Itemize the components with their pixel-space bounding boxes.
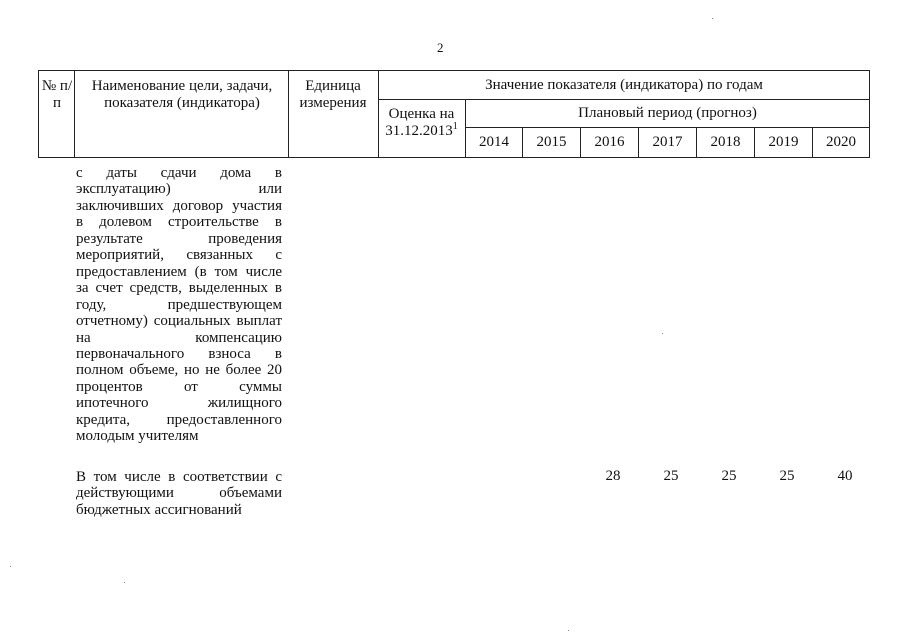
header-year: 2018 (710, 134, 741, 150)
header-name: Наименование цели, задачи, показателя (индикатора) (91, 78, 273, 111)
scan-speck (124, 582, 125, 583)
header-estimate: Оценка на 31.12.2013$^1$ (385, 106, 458, 139)
row-name: В том числе в соответствии с действующими объемами бюджетных ассигнований (76, 469, 282, 518)
header-year: 2017 (652, 134, 683, 150)
header-year: 2020 (826, 134, 856, 150)
scan-speck (568, 630, 569, 631)
header-unit: Единица измерения (299, 78, 367, 111)
row-value: 25 (779, 468, 795, 484)
header-values-group: Значение показателя (индикатора) по годам (485, 77, 763, 93)
scan-speck (662, 333, 663, 334)
header-year: 2014 (479, 134, 509, 150)
estimate-footnote: 1 (452, 121, 458, 132)
header-year: 2016 (594, 134, 625, 150)
header-num: № п/п (41, 78, 73, 111)
scan-speck (712, 18, 713, 19)
row-name: с даты сдачи дома в эксплуатацию) или заключивших договор участия в долевом строительстве в результате проведения мероприятий, связанных с предоставлением (в том числе за счет средств, выделенных в году, предшествующем отчетному) социальных выплат на компенсацию первоначального взноса в полном объеме, но не более 20 процентов от суммы ипотечного жилищного кредита, предоставленного молодым учителям (76, 165, 282, 445)
page-number: 2 (437, 40, 444, 55)
header-year: 2015 (536, 134, 567, 150)
row-value: 25 (721, 468, 737, 484)
header-planned-group: Плановый период (прогноз) (578, 105, 757, 121)
row-value: 28 (605, 468, 621, 484)
header-year: 2019 (768, 134, 799, 150)
row-value: 40 (837, 468, 853, 484)
scan-speck (10, 566, 11, 567)
table-header (38, 70, 870, 158)
row-value: 25 (663, 468, 679, 484)
